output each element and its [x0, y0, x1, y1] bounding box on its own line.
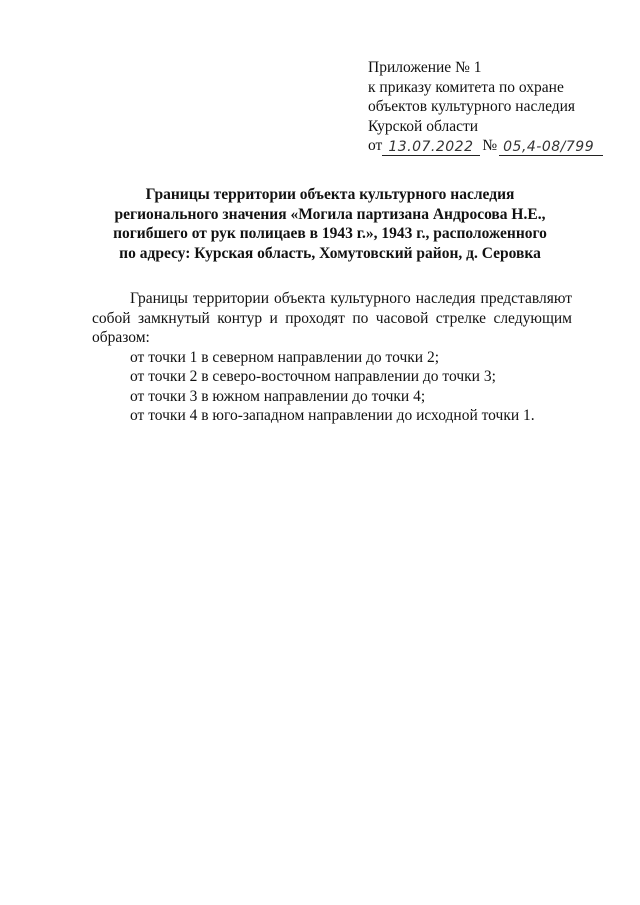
appendix-line-order: к приказу комитета по охране — [368, 78, 564, 96]
appendix-line-region: Курской области — [368, 117, 479, 135]
appendix-header — [368, 58, 603, 156]
handwritten-order-number: 05,4-08/799 — [499, 139, 603, 156]
title-line-4: по адресу: Курская область, Хомутовский район, д. Серовка — [119, 244, 541, 262]
number-sign: № — [482, 137, 498, 154]
appendix-line-committee: объектов культурного наследия — [368, 98, 576, 115]
intro-paragraph: Границы территории объекта культурного наследия представляют собой замкнутый контур и проходят по часовой стрелке следующим образом: — [92, 290, 572, 346]
document-title — [90, 185, 570, 263]
boundary-point-item: от точки 4 в юго-западном направлении до исходной точки 1. — [130, 407, 535, 424]
boundary-point-item: от точки 1 в северном направлении до точки 2; — [130, 348, 440, 366]
document-body — [92, 289, 572, 426]
from-label: от — [368, 137, 383, 154]
title-line-1: Границы территории объекта культурного наследия — [145, 186, 515, 203]
boundary-point-item: от точки 3 в южном направлении до точки 4; — [130, 387, 426, 405]
appendix-label: Приложение № 1 — [368, 59, 482, 76]
handwritten-date: 13.07.2022 — [382, 139, 480, 156]
order-date-number-line — [368, 136, 603, 156]
title-line-2: регионального значения «Могила партизана Андросова Н.Е., — [114, 205, 546, 223]
boundary-point-item: от точки 2 в северо-восточном направлении до точки 3; — [130, 368, 496, 385]
title-line-3: погибшего от рук полицаев в 1943 г.», 1943 г., расположенного — [113, 225, 547, 242]
